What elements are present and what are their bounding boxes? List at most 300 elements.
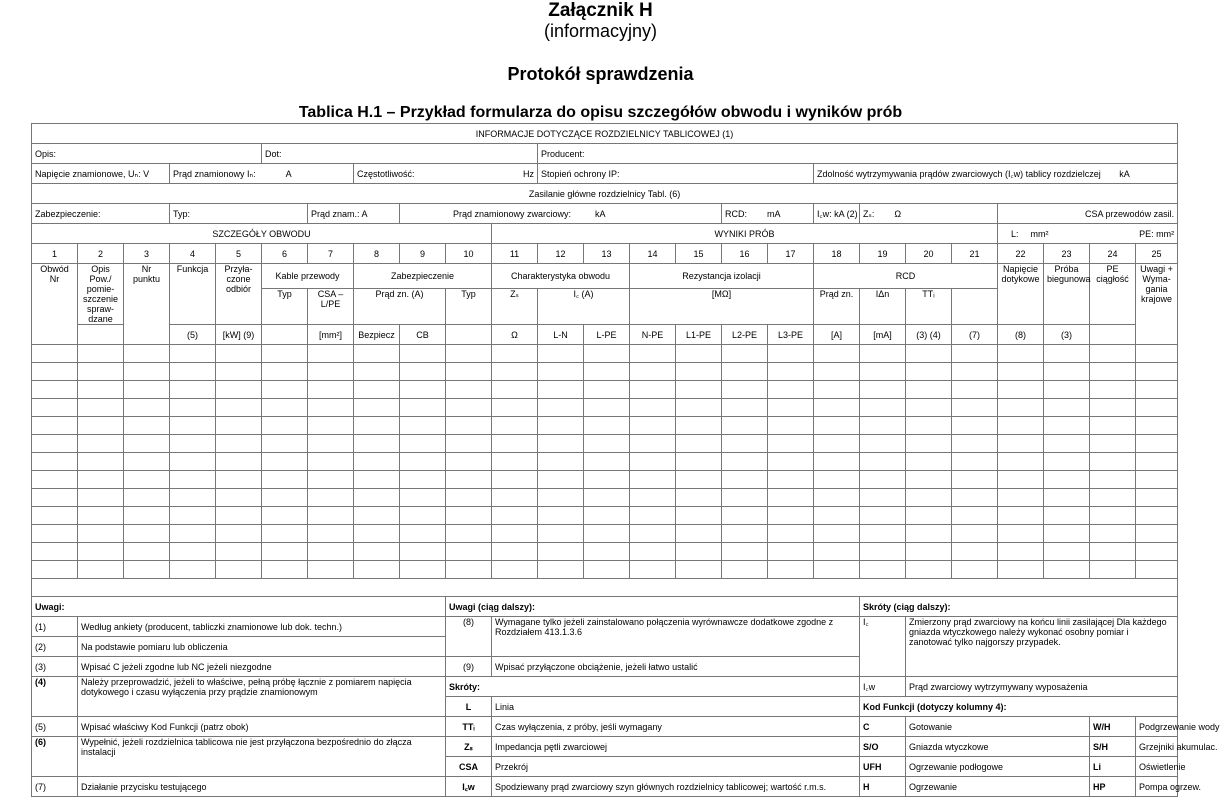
table-cell[interactable]: [722, 561, 768, 579]
table-cell[interactable]: [952, 435, 998, 453]
table-cell[interactable]: [584, 453, 630, 471]
table-cell[interactable]: [308, 561, 354, 579]
table-cell[interactable]: [354, 381, 400, 399]
table-cell[interactable]: [354, 363, 400, 381]
table-cell[interactable]: [262, 345, 308, 363]
table-cell[interactable]: [32, 399, 78, 417]
table-cell[interactable]: [400, 417, 446, 435]
table-cell[interactable]: [446, 453, 492, 471]
table-cell[interactable]: [308, 525, 354, 543]
table-cell[interactable]: [814, 561, 860, 579]
table-cell[interactable]: [78, 435, 124, 453]
table-cell[interactable]: [308, 417, 354, 435]
table-cell[interactable]: [906, 561, 952, 579]
table-cell[interactable]: [78, 507, 124, 525]
table-cell[interactable]: [354, 543, 400, 561]
table-cell[interactable]: [952, 561, 998, 579]
table-cell[interactable]: [860, 399, 906, 417]
table-cell[interactable]: [952, 417, 998, 435]
table-cell[interactable]: [952, 543, 998, 561]
field-zdolnosc[interactable]: [814, 164, 1178, 184]
table-cell[interactable]: [78, 489, 124, 507]
table-cell[interactable]: [1090, 543, 1136, 561]
table-cell[interactable]: [538, 525, 584, 543]
table-cell[interactable]: [768, 543, 814, 561]
table-cell[interactable]: [906, 345, 952, 363]
table-cell[interactable]: [998, 561, 1044, 579]
table-cell[interactable]: [814, 381, 860, 399]
table-cell[interactable]: [722, 399, 768, 417]
table-cell[interactable]: [722, 417, 768, 435]
table-cell[interactable]: [78, 363, 124, 381]
table-cell[interactable]: [400, 525, 446, 543]
table-cell[interactable]: [1090, 489, 1136, 507]
table-cell[interactable]: [906, 471, 952, 489]
table-cell[interactable]: [1090, 435, 1136, 453]
table-cell[interactable]: [676, 489, 722, 507]
table-cell[interactable]: [630, 435, 676, 453]
table-cell[interactable]: [860, 363, 906, 381]
table-cell[interactable]: [1090, 363, 1136, 381]
table-cell[interactable]: [216, 345, 262, 363]
table-cell[interactable]: [216, 561, 262, 579]
field-rcd[interactable]: [722, 204, 814, 224]
table-cell[interactable]: [768, 363, 814, 381]
table-cell[interactable]: [860, 525, 906, 543]
table-cell[interactable]: [584, 471, 630, 489]
table-cell[interactable]: [676, 417, 722, 435]
table-cell[interactable]: [308, 363, 354, 381]
table-cell[interactable]: [32, 453, 78, 471]
table-cell[interactable]: [584, 345, 630, 363]
table-cell[interactable]: [78, 417, 124, 435]
table-cell[interactable]: [1044, 525, 1090, 543]
table-cell[interactable]: [124, 363, 170, 381]
table-cell[interactable]: [492, 525, 538, 543]
table-cell[interactable]: [32, 489, 78, 507]
table-cell[interactable]: [124, 543, 170, 561]
table-cell[interactable]: [170, 399, 216, 417]
table-cell[interactable]: [630, 561, 676, 579]
table-cell[interactable]: [952, 453, 998, 471]
field-dot[interactable]: Dot:: [262, 144, 538, 164]
table-cell[interactable]: [998, 381, 1044, 399]
table-cell[interactable]: [216, 471, 262, 489]
table-cell[interactable]: [354, 453, 400, 471]
table-cell[interactable]: [262, 507, 308, 525]
table-cell[interactable]: [446, 525, 492, 543]
table-cell[interactable]: [860, 453, 906, 471]
table-cell[interactable]: [170, 345, 216, 363]
table-cell[interactable]: [1090, 453, 1136, 471]
table-cell[interactable]: [354, 561, 400, 579]
table-cell[interactable]: [1090, 345, 1136, 363]
table-cell[interactable]: [1044, 561, 1090, 579]
table-cell[interactable]: [446, 507, 492, 525]
table-cell[interactable]: [216, 525, 262, 543]
table-cell[interactable]: [814, 507, 860, 525]
table-cell[interactable]: [170, 453, 216, 471]
table-cell[interactable]: [170, 507, 216, 525]
table-cell[interactable]: [906, 543, 952, 561]
table-cell[interactable]: [722, 525, 768, 543]
table-cell[interactable]: [492, 345, 538, 363]
table-cell[interactable]: [998, 543, 1044, 561]
field-czestotliwosc[interactable]: [354, 164, 538, 184]
table-cell[interactable]: [32, 363, 78, 381]
table-cell[interactable]: [584, 381, 630, 399]
table-cell[interactable]: [354, 525, 400, 543]
table-cell[interactable]: [446, 489, 492, 507]
table-cell[interactable]: [952, 471, 998, 489]
table-cell[interactable]: [262, 561, 308, 579]
table-cell[interactable]: [216, 489, 262, 507]
table-cell[interactable]: [354, 345, 400, 363]
table-cell[interactable]: [998, 435, 1044, 453]
table-cell[interactable]: [32, 543, 78, 561]
table-cell[interactable]: [1044, 345, 1090, 363]
table-cell[interactable]: [998, 507, 1044, 525]
table-cell[interactable]: [768, 525, 814, 543]
table-cell[interactable]: [630, 507, 676, 525]
table-cell[interactable]: [998, 345, 1044, 363]
table-cell[interactable]: [262, 543, 308, 561]
table-cell[interactable]: [630, 489, 676, 507]
table-cell[interactable]: [1136, 507, 1178, 525]
table-cell[interactable]: [722, 381, 768, 399]
table-cell[interactable]: [768, 435, 814, 453]
table-cell[interactable]: [446, 399, 492, 417]
table-cell[interactable]: [124, 399, 170, 417]
table-cell[interactable]: [538, 381, 584, 399]
table-cell[interactable]: [538, 417, 584, 435]
table-cell[interactable]: [262, 417, 308, 435]
table-cell[interactable]: [676, 399, 722, 417]
table-cell[interactable]: [814, 435, 860, 453]
field-prad-znam[interactable]: [308, 204, 400, 224]
table-cell[interactable]: [1044, 543, 1090, 561]
table-cell[interactable]: [124, 507, 170, 525]
field-producent[interactable]: Producent:: [538, 144, 1178, 164]
table-cell[interactable]: [400, 489, 446, 507]
table-cell[interactable]: [492, 417, 538, 435]
table-cell[interactable]: [906, 399, 952, 417]
table-cell[interactable]: [492, 435, 538, 453]
table-cell[interactable]: [676, 471, 722, 489]
table-cell[interactable]: [952, 345, 998, 363]
table-cell[interactable]: [32, 471, 78, 489]
table-cell[interactable]: [308, 399, 354, 417]
table-cell[interactable]: [216, 363, 262, 381]
table-cell[interactable]: [492, 561, 538, 579]
table-cell[interactable]: [1136, 345, 1178, 363]
table-cell[interactable]: [814, 543, 860, 561]
table-cell[interactable]: [906, 381, 952, 399]
table-cell[interactable]: [354, 417, 400, 435]
table-cell[interactable]: [492, 507, 538, 525]
table-cell[interactable]: [860, 471, 906, 489]
table-cell[interactable]: [1044, 453, 1090, 471]
table-cell[interactable]: [630, 453, 676, 471]
table-cell[interactable]: [538, 471, 584, 489]
field-stopien[interactable]: Stopień ochrony IP:: [538, 164, 814, 184]
table-cell[interactable]: [78, 525, 124, 543]
table-cell[interactable]: [860, 543, 906, 561]
table-cell[interactable]: [584, 417, 630, 435]
table-cell[interactable]: [124, 561, 170, 579]
table-cell[interactable]: [262, 489, 308, 507]
table-cell[interactable]: [400, 399, 446, 417]
table-cell[interactable]: [32, 507, 78, 525]
table-cell[interactable]: [308, 435, 354, 453]
field-prad-zwarc[interactable]: [400, 204, 722, 224]
table-cell[interactable]: [1136, 381, 1178, 399]
table-cell[interactable]: [216, 399, 262, 417]
field-csa-values[interactable]: [998, 224, 1178, 244]
field-napiecie[interactable]: [32, 164, 170, 184]
table-cell[interactable]: [32, 525, 78, 543]
table-cell[interactable]: [860, 381, 906, 399]
table-cell[interactable]: [998, 489, 1044, 507]
table-cell[interactable]: [676, 561, 722, 579]
table-cell[interactable]: [998, 453, 1044, 471]
table-cell[interactable]: [492, 489, 538, 507]
table-cell[interactable]: [308, 489, 354, 507]
table-cell[interactable]: [170, 381, 216, 399]
table-cell[interactable]: [538, 363, 584, 381]
table-cell[interactable]: [492, 399, 538, 417]
table-cell[interactable]: [124, 381, 170, 399]
table-cell[interactable]: [630, 525, 676, 543]
table-cell[interactable]: [1136, 363, 1178, 381]
table-cell[interactable]: [124, 489, 170, 507]
table-cell[interactable]: [308, 381, 354, 399]
table-cell[interactable]: [584, 507, 630, 525]
table-cell[interactable]: [538, 489, 584, 507]
table-cell[interactable]: [124, 525, 170, 543]
table-cell[interactable]: [308, 471, 354, 489]
table-cell[interactable]: [78, 543, 124, 561]
table-cell[interactable]: [538, 453, 584, 471]
table-cell[interactable]: [262, 399, 308, 417]
table-cell[interactable]: [906, 363, 952, 381]
table-cell[interactable]: [354, 399, 400, 417]
table-cell[interactable]: [768, 345, 814, 363]
table-cell[interactable]: [354, 507, 400, 525]
table-cell[interactable]: [860, 417, 906, 435]
table-cell[interactable]: [722, 489, 768, 507]
table-cell[interactable]: [400, 345, 446, 363]
table-cell[interactable]: [814, 489, 860, 507]
table-cell[interactable]: [1090, 381, 1136, 399]
field-zs[interactable]: [860, 204, 998, 224]
table-cell[interactable]: [78, 345, 124, 363]
table-cell[interactable]: [952, 525, 998, 543]
table-cell[interactable]: [768, 489, 814, 507]
table-cell[interactable]: [1044, 399, 1090, 417]
table-cell[interactable]: [354, 471, 400, 489]
table-cell[interactable]: [216, 381, 262, 399]
table-cell[interactable]: [630, 399, 676, 417]
table-cell[interactable]: [1136, 543, 1178, 561]
table-cell[interactable]: [170, 525, 216, 543]
table-cell[interactable]: [124, 417, 170, 435]
table-cell[interactable]: [860, 435, 906, 453]
field-zabezpieczenie[interactable]: Zabezpieczenie:: [32, 204, 170, 224]
table-cell[interactable]: [216, 507, 262, 525]
table-cell[interactable]: [1136, 471, 1178, 489]
table-cell[interactable]: [722, 507, 768, 525]
table-cell[interactable]: [768, 381, 814, 399]
table-cell[interactable]: [446, 471, 492, 489]
table-cell[interactable]: [400, 543, 446, 561]
table-cell[interactable]: [400, 561, 446, 579]
table-cell[interactable]: [78, 561, 124, 579]
table-cell[interactable]: [308, 345, 354, 363]
table-cell[interactable]: [32, 345, 78, 363]
table-cell[interactable]: [676, 435, 722, 453]
table-cell[interactable]: [998, 399, 1044, 417]
table-cell[interactable]: [998, 525, 1044, 543]
table-cell[interactable]: [630, 363, 676, 381]
table-cell[interactable]: [1090, 525, 1136, 543]
table-cell[interactable]: [768, 471, 814, 489]
table-cell[interactable]: [32, 417, 78, 435]
table-cell[interactable]: [584, 561, 630, 579]
table-cell[interactable]: [446, 345, 492, 363]
table-cell[interactable]: [538, 345, 584, 363]
table-cell[interactable]: [124, 345, 170, 363]
table-cell[interactable]: [262, 525, 308, 543]
table-cell[interactable]: [262, 471, 308, 489]
table-cell[interactable]: [814, 345, 860, 363]
table-cell[interactable]: [446, 435, 492, 453]
table-cell[interactable]: [492, 471, 538, 489]
table-cell[interactable]: [170, 435, 216, 453]
table-cell[interactable]: [722, 453, 768, 471]
table-cell[interactable]: [32, 561, 78, 579]
table-cell[interactable]: [400, 507, 446, 525]
table-cell[interactable]: [538, 507, 584, 525]
table-cell[interactable]: [216, 453, 262, 471]
table-cell[interactable]: [814, 471, 860, 489]
table-cell[interactable]: [676, 453, 722, 471]
table-cell[interactable]: [952, 381, 998, 399]
table-cell[interactable]: [584, 543, 630, 561]
table-cell[interactable]: [906, 417, 952, 435]
table-cell[interactable]: [262, 363, 308, 381]
field-icw[interactable]: [814, 204, 860, 224]
table-cell[interactable]: [676, 507, 722, 525]
table-cell[interactable]: [768, 507, 814, 525]
table-cell[interactable]: [446, 543, 492, 561]
table-cell[interactable]: [630, 543, 676, 561]
table-cell[interactable]: [768, 453, 814, 471]
table-cell[interactable]: [584, 489, 630, 507]
table-cell[interactable]: [32, 435, 78, 453]
table-cell[interactable]: [492, 453, 538, 471]
table-cell[interactable]: [1090, 471, 1136, 489]
table-cell[interactable]: [906, 525, 952, 543]
table-cell[interactable]: [446, 363, 492, 381]
table-cell[interactable]: [492, 543, 538, 561]
table-cell[interactable]: [1044, 435, 1090, 453]
table-cell[interactable]: [170, 471, 216, 489]
table-cell[interactable]: [400, 453, 446, 471]
table-cell[interactable]: [860, 345, 906, 363]
table-cell[interactable]: [170, 489, 216, 507]
table-cell[interactable]: [906, 489, 952, 507]
table-cell[interactable]: [1090, 399, 1136, 417]
table-cell[interactable]: [630, 471, 676, 489]
table-cell[interactable]: [722, 543, 768, 561]
table-cell[interactable]: [308, 507, 354, 525]
table-cell[interactable]: [676, 381, 722, 399]
field-opis[interactable]: Opis:: [32, 144, 262, 164]
table-cell[interactable]: [262, 435, 308, 453]
table-cell[interactable]: [1136, 525, 1178, 543]
table-cell[interactable]: [630, 381, 676, 399]
table-cell[interactable]: [216, 417, 262, 435]
table-cell[interactable]: [768, 399, 814, 417]
table-cell[interactable]: [952, 489, 998, 507]
table-cell[interactable]: [998, 471, 1044, 489]
table-cell[interactable]: [446, 561, 492, 579]
table-cell[interactable]: [584, 363, 630, 381]
table-cell[interactable]: [538, 561, 584, 579]
table-cell[interactable]: [814, 417, 860, 435]
table-cell[interactable]: [446, 381, 492, 399]
table-cell[interactable]: [1136, 435, 1178, 453]
table-cell[interactable]: [216, 435, 262, 453]
table-cell[interactable]: [1090, 561, 1136, 579]
field-typ[interactable]: Typ:: [170, 204, 308, 224]
table-cell[interactable]: [860, 489, 906, 507]
table-cell[interactable]: [998, 363, 1044, 381]
table-cell[interactable]: [124, 471, 170, 489]
table-cell[interactable]: [1044, 363, 1090, 381]
table-cell[interactable]: [722, 471, 768, 489]
table-cell[interactable]: [1044, 471, 1090, 489]
field-prad[interactable]: [170, 164, 354, 184]
table-cell[interactable]: [1136, 417, 1178, 435]
table-cell[interactable]: [400, 381, 446, 399]
table-cell[interactable]: [630, 345, 676, 363]
table-cell[interactable]: [906, 507, 952, 525]
table-cell[interactable]: [722, 345, 768, 363]
table-cell[interactable]: [952, 399, 998, 417]
table-cell[interactable]: [1136, 489, 1178, 507]
table-cell[interactable]: [78, 471, 124, 489]
table-cell[interactable]: [538, 543, 584, 561]
table-cell[interactable]: [676, 363, 722, 381]
table-cell[interactable]: [1136, 399, 1178, 417]
table-cell[interactable]: [814, 453, 860, 471]
table-cell[interactable]: [676, 525, 722, 543]
table-cell[interactable]: [722, 363, 768, 381]
table-cell[interactable]: [722, 435, 768, 453]
table-cell[interactable]: [400, 435, 446, 453]
table-cell[interactable]: [814, 363, 860, 381]
table-cell[interactable]: [768, 417, 814, 435]
table-cell[interactable]: [1090, 417, 1136, 435]
table-cell[interactable]: [170, 561, 216, 579]
table-cell[interactable]: [630, 417, 676, 435]
table-cell[interactable]: [1044, 489, 1090, 507]
table-cell[interactable]: [768, 561, 814, 579]
table-cell[interactable]: [1044, 417, 1090, 435]
table-cell[interactable]: [952, 363, 998, 381]
